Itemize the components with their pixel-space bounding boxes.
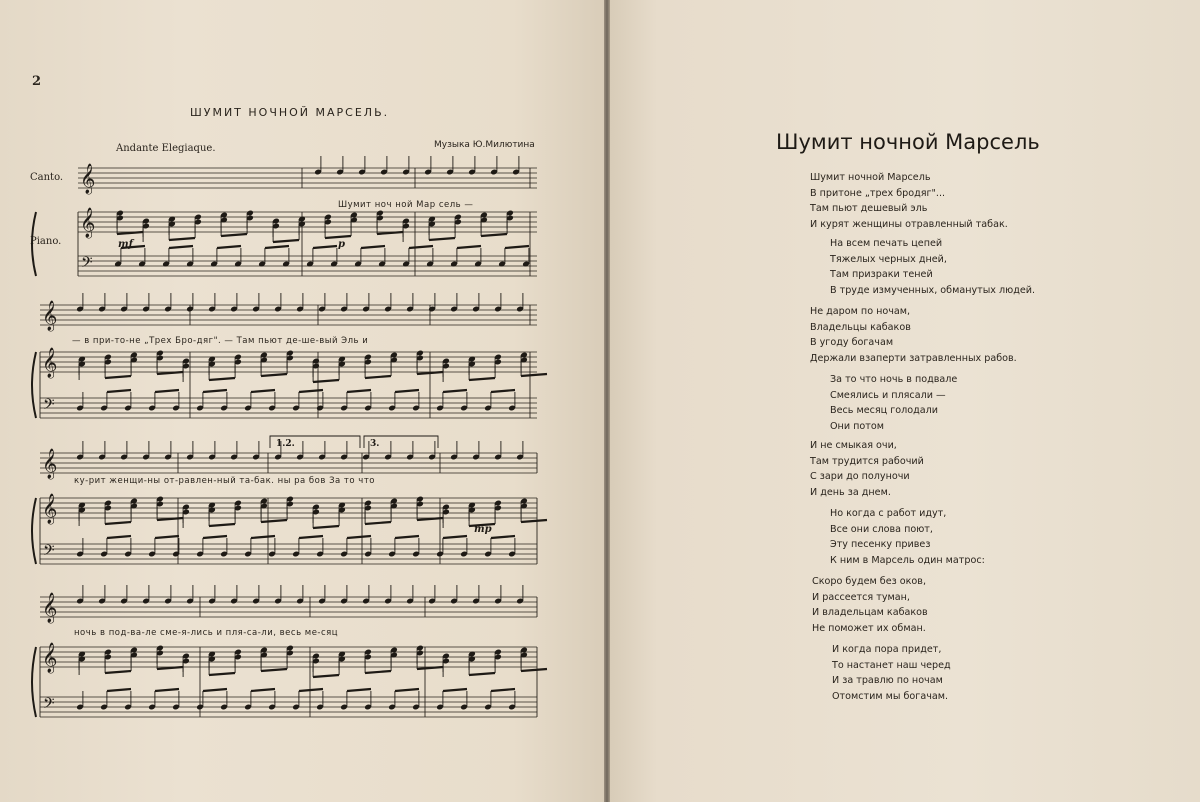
verse-line: Не поможет их обман. bbox=[812, 622, 926, 634]
verse-line: И за травлю по ночам bbox=[832, 675, 943, 687]
lyrics-title: Шумит ночной Марсель bbox=[776, 130, 1040, 154]
svg-text:𝄞: 𝄞 bbox=[42, 301, 58, 331]
composer-credit: Музыка Ю.Милютина bbox=[434, 140, 535, 150]
svg-text:mp: mp bbox=[474, 524, 492, 535]
verse-line: Не даром по ночам, bbox=[810, 306, 911, 317]
svg-text:𝄢: 𝄢 bbox=[43, 695, 55, 716]
tempo-marking: Andante Elegiaque. bbox=[116, 143, 216, 154]
verse-line: То настанет наш черед bbox=[832, 659, 951, 671]
verse-line: В труде измученных, обманутых людей. bbox=[830, 284, 1036, 296]
verse-line: И день за днем. bbox=[810, 486, 891, 498]
verse-line: И владельцам кабаков bbox=[812, 607, 928, 619]
verse-line: Тяжелых черных дней, bbox=[830, 253, 947, 265]
svg-text:𝄞: 𝄞 bbox=[42, 643, 58, 673]
svg-text:𝄞: 𝄞 bbox=[80, 164, 96, 194]
verse-line: Отомстим мы богачам. bbox=[832, 690, 949, 702]
svg-text:𝄢: 𝄢 bbox=[81, 254, 93, 275]
svg-text:𝄞: 𝄞 bbox=[42, 593, 58, 623]
verse-line: К ним в Марсель один матрос: bbox=[830, 554, 985, 566]
svg-text:𝄢: 𝄢 bbox=[43, 542, 55, 563]
verse-line: Там трудится рабочий bbox=[810, 455, 924, 467]
verse-line: В притоне „трех бродяг"... bbox=[810, 187, 946, 199]
svg-text:𝄞: 𝄞 bbox=[42, 449, 58, 479]
svg-text:𝄞: 𝄞 bbox=[80, 208, 96, 238]
verse-line: Шумит ночной Марсель bbox=[810, 172, 931, 183]
verse-line: Они потом bbox=[830, 420, 884, 432]
verse-line: Там пьют дешевый эль bbox=[810, 203, 928, 215]
verse-line: Скоро будем без оков, bbox=[812, 576, 926, 587]
verse-line: В угоду богачам bbox=[810, 337, 894, 349]
verse-line: За то что ночь в подвале bbox=[830, 374, 958, 385]
verse-line: И когда пора придет, bbox=[832, 644, 942, 655]
verse-line: На всем печать цепей bbox=[830, 238, 943, 249]
verse-line: Эту песенку привез bbox=[830, 539, 931, 551]
verse-line: Там призраки теней bbox=[830, 269, 933, 281]
lyrics-row-1: Шумит ноч ной Мар сель — bbox=[338, 200, 474, 210]
verse-line: Смеялись и плясали — bbox=[830, 389, 946, 401]
lyrics-row-3: ку-рит женщи-ны от-равлен-ный та-бак. ны ра бов За то что bbox=[74, 476, 375, 486]
verse-line: Но когда с работ идут, bbox=[830, 508, 947, 519]
verse-line: Все они слова поют, bbox=[830, 523, 933, 535]
svg-text:1.2.: 1.2. bbox=[276, 439, 295, 449]
verse-line: Владельцы кабаков bbox=[810, 321, 911, 333]
lyrics-row-4: ночь в под-ва-ле сме-я-лись и пля-са-ли, весь ме-сяц bbox=[74, 628, 339, 638]
svg-text:𝄢: 𝄢 bbox=[43, 396, 55, 417]
part-label-canto: Canto. bbox=[30, 172, 64, 183]
svg-text:3.: 3. bbox=[370, 439, 380, 449]
score-title: ШУМИТ НОЧНОЙ МАРСЕЛЬ. bbox=[190, 106, 390, 119]
page-number: 2 bbox=[32, 74, 42, 89]
verse-line: И рассеется туман, bbox=[812, 591, 910, 603]
part-label-piano: Piano. bbox=[30, 236, 62, 247]
verse-line: Весь месяц голодали bbox=[830, 405, 939, 417]
svg-text:𝄞: 𝄞 bbox=[42, 348, 58, 378]
verse-line: И не смыкая очи, bbox=[810, 440, 897, 451]
svg-text:mf: mf bbox=[118, 239, 133, 250]
svg-text:𝄞: 𝄞 bbox=[42, 494, 58, 524]
svg-text:p: p bbox=[338, 239, 345, 250]
verse-line: И курят женщины отравленный табак. bbox=[810, 218, 1008, 230]
verse-line: Держали взаперти затравленных рабов. bbox=[810, 352, 1017, 364]
lyrics-row-2: — в при-то-не „Трех Бро-дяг". — Там пьют де-ше-вый Эль и bbox=[72, 336, 369, 346]
verse-line: С зари до полуночи bbox=[810, 471, 910, 483]
